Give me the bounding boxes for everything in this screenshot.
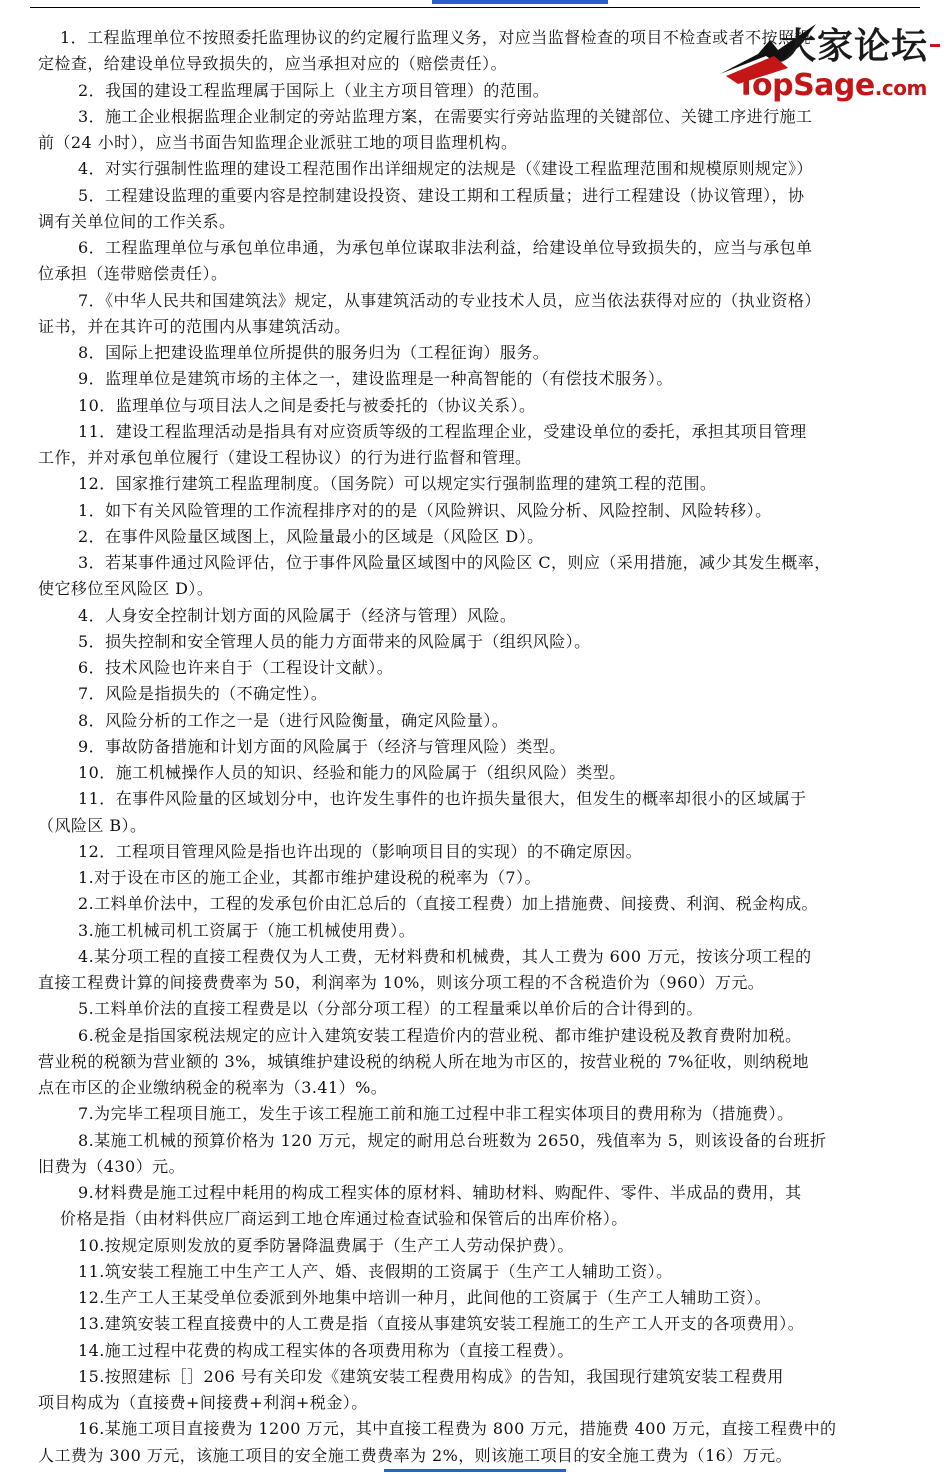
topsage-logo bbox=[718, 16, 946, 112]
text-line: 2．在事件风险量区域图上，风险量最小的区域是（风险区 D）。 bbox=[78, 526, 544, 546]
text-line: 旧费为（430）元。 bbox=[38, 1156, 186, 1176]
text-line: 1.对于设在市区的施工企业，其都市维护建设税的税率为（7）。 bbox=[78, 868, 541, 887]
text-line: 证书，并在其许可的范围内从事建筑活动。 bbox=[38, 316, 351, 336]
text-line: 6．技术风险也许来自于（工程设计文献）。 bbox=[78, 658, 394, 677]
text-line: 点在市区的企业缴纳税金的税率为（3.41）%。 bbox=[38, 1078, 388, 1097]
text-line: 直接工程费计算的间接费费率为 50，利润率为 10%，则该分项工程的不含税造价为（960）万元。 bbox=[38, 973, 765, 992]
text-line: 5.工料单价法的直接工程费是以（分部分项工程）的工程量乘以单价后的合计得到的。 bbox=[78, 999, 703, 1019]
text-line: 10.按规定原则发放的夏季防暑降温费属于（生产工人劳动保护费）。 bbox=[78, 1235, 574, 1255]
text-line: 16.某施工项目直接费为 1200 万元，其中直接工程费为 800 万元，措施费 400 万元，直接工程费中的 bbox=[78, 1419, 837, 1439]
text-line: 8.某施工机械的预算价格为 120 万元，规定的耐用总台班数为 2650，残值率为 5，则该设备的台班折 bbox=[78, 1130, 827, 1150]
text-line: 13.建筑安装工程直接费中的人工费是指（直接从事建筑安装工程施工的生产工人开支的各项费用）。 bbox=[78, 1314, 805, 1334]
text-line: 调有关单位间的工作关系。 bbox=[38, 211, 236, 231]
text-line: 人工费为 300 万元，该施工项目的安全施工费费率为 2%，则该施工项目的安全施工费为（16）万元。 bbox=[38, 1445, 793, 1465]
text-line: 使它移位至风险区 D）。 bbox=[38, 579, 214, 599]
text-line: 1．工程监理单位不按照委托监理协议的约定履行监理义务，对应当监督检查的项目不检查或者不按照规 bbox=[60, 28, 811, 47]
text-line: 2．我国的建设工程监理属于国际上（业主方项目管理）的范围。 bbox=[78, 80, 550, 100]
text-line: 11．建设工程监理活动是指具有对应资质等级的工程监理企业，受建设单位的委托，承担其项目管理 bbox=[78, 421, 807, 441]
text-line: 12．国家推行建筑工程监理制度。（国务院）可以规定实行强制监理的建筑工程的范围。 bbox=[78, 474, 717, 494]
text-line: 2.工料单价法中，工程的发承包价由汇总后的（直接工程费）加上措施费、间接费、利润、税金构成。 bbox=[78, 894, 818, 914]
text-line: 价格是指（由材料供应厂商运到工地仓库通过检查试验和保管后的出库价格）。 bbox=[60, 1209, 628, 1229]
text-line: 12．工程项目管理风险是指也许出现的（影响项目目的实现）的不确定原因。 bbox=[78, 841, 643, 861]
text-line: 11.筑安装工程施工中生产工人产、婚、丧假期的工资属于（生产工人辅助工资）。 bbox=[78, 1261, 673, 1281]
text-line: 项目构成为（直接费+间接费+利润+税金）。 bbox=[38, 1393, 368, 1412]
text-line: 12.生产工人王某受单位委派到外地集中培训一种月，此间他的工资属于（生产工人辅助工资）。 bbox=[78, 1288, 772, 1307]
document-body bbox=[38, 25, 942, 1469]
logo-title: 大家论坛 bbox=[780, 25, 929, 67]
text-line: 3.施工机械司机工资属于（施工机械使用费）。 bbox=[78, 920, 416, 940]
text-line: 15.按照建标［］206 号有关印发《建筑安装工程费用构成》的告知，我国现行建筑安装工程费用 bbox=[78, 1366, 784, 1386]
text-line: 7．《中华人民共和国建筑法》规定，从事建筑活动的专业技术人员，应当依法获得对应的（执业资格） bbox=[78, 290, 821, 310]
text-line: 营业税的税额为营业额的 3%，城镇维护建设税的纳税人所在地为市区的，按营业税的 7%征收，则纳税地 bbox=[38, 1051, 809, 1071]
text-line: 4.某分项工程的直接工程费仅为人工费，无材料费和机械费，其人工费为 600 万元，按该分项工程的 bbox=[78, 946, 812, 966]
text-line: 6.税金是指国家税法规定的应计入建筑安装工程造价内的营业税、都市维护建设税及教育费附加税。 bbox=[78, 1025, 802, 1045]
text-line: 前（24 小时），应当书面告知监理企业派驻工地的项目监理机构。 bbox=[38, 133, 518, 152]
text-line: 9．事故防备措施和计划方面的风险属于（经济与管理风险）类型。 bbox=[78, 736, 566, 756]
logo-wordmark-suffix: .com bbox=[874, 76, 927, 100]
top-tab-bar bbox=[432, 0, 608, 4]
text-line: 4．对实行强制性监理的建设工程范围作出详细规定的法规是（《建设工程监理范围和规模原则规定》） bbox=[78, 159, 813, 179]
text-line: 10．监理单位与项目法人之间是委托与被委托的（协议关系）。 bbox=[78, 395, 536, 415]
text-line: 11．在事件风险量的区域划分中，也许发生事件的也许损失量很大，但发生的概率却很小的区域属于 bbox=[78, 789, 807, 809]
text-line: 位承担（连带赔偿责任）。 bbox=[38, 264, 228, 284]
text-line: 5．损失控制和安全管理人员的能力方面带来的风险属于（组织风险）。 bbox=[78, 631, 591, 651]
text-line: 4．人身安全控制计划方面的风险属于（经济与管理）风险。 bbox=[78, 605, 517, 625]
text-line: 8．风险分析的工作之一是（进行风险衡量，确定风险量）。 bbox=[78, 710, 509, 730]
text-line: 6．工程监理单位与承包单位串通，为承包单位谋取非法利益，给建设单位导致损失的，应当与承包单 bbox=[78, 238, 813, 257]
text-line: 8．国际上把建设监理单位所提供的服务归为（工程征询）服务。 bbox=[78, 343, 550, 362]
logo-wordmark bbox=[736, 68, 927, 103]
text-line: 定检查，给建设单位导致损失的，应当承担对应的（赔偿责任）。 bbox=[38, 54, 508, 74]
text-line: 工作，并对承包单位履行（建设工程协议）的行为进行监督和管理。 bbox=[38, 448, 532, 467]
text-line: 7．风险是指损失的（不确定性）。 bbox=[78, 684, 328, 704]
text-line: 10．施工机械操作人员的知识、经验和能力的风险属于（组织风险）类型。 bbox=[78, 763, 626, 782]
text-line: 14.施工过程中花费的构成工程实体的各项费用称为（直接工程费）。 bbox=[78, 1340, 574, 1360]
text-line: 7.为完毕工程项目施工，发生于该工程施工前和施工过程中非工程实体项目的费用称为（措施费）。 bbox=[78, 1104, 794, 1124]
text-line: 9.材料费是施工过程中耗用的构成工程实体的原材料、辅助材料、购配件、零件、半成品的费用，其 bbox=[78, 1183, 802, 1202]
top-rule bbox=[30, 7, 920, 8]
text-line: （风险区 B）。 bbox=[38, 815, 147, 835]
text-line: 9．监理单位是建筑市场的主体之一，建设监理是一种高智能的（有偿技术服务）。 bbox=[78, 369, 673, 389]
text-line: 5．工程建设监理的重要内容是控制建设投资、建设工期和工程质量；进行工程建设（协议管理），协 bbox=[78, 185, 805, 205]
text-line: 1．如下有关风险管理的工作流程排序对的的是（风险辨识、风险分析、风险控制、风险转移）。 bbox=[78, 500, 772, 520]
logo-wordmark-main: TopSage bbox=[736, 68, 875, 103]
bottom-tab-bar bbox=[384, 1469, 566, 1472]
text-line: 3．施工企业根据监理企业制定的旁站监理方案，在需要实行旁站监理的关键部位、关键工序进行施工 bbox=[78, 106, 813, 126]
text-line: 3．若某事件通过风险评估，位于事件风险量区域图中的风险区 C，则应（采用措施，减少其发生概率， bbox=[78, 553, 831, 572]
